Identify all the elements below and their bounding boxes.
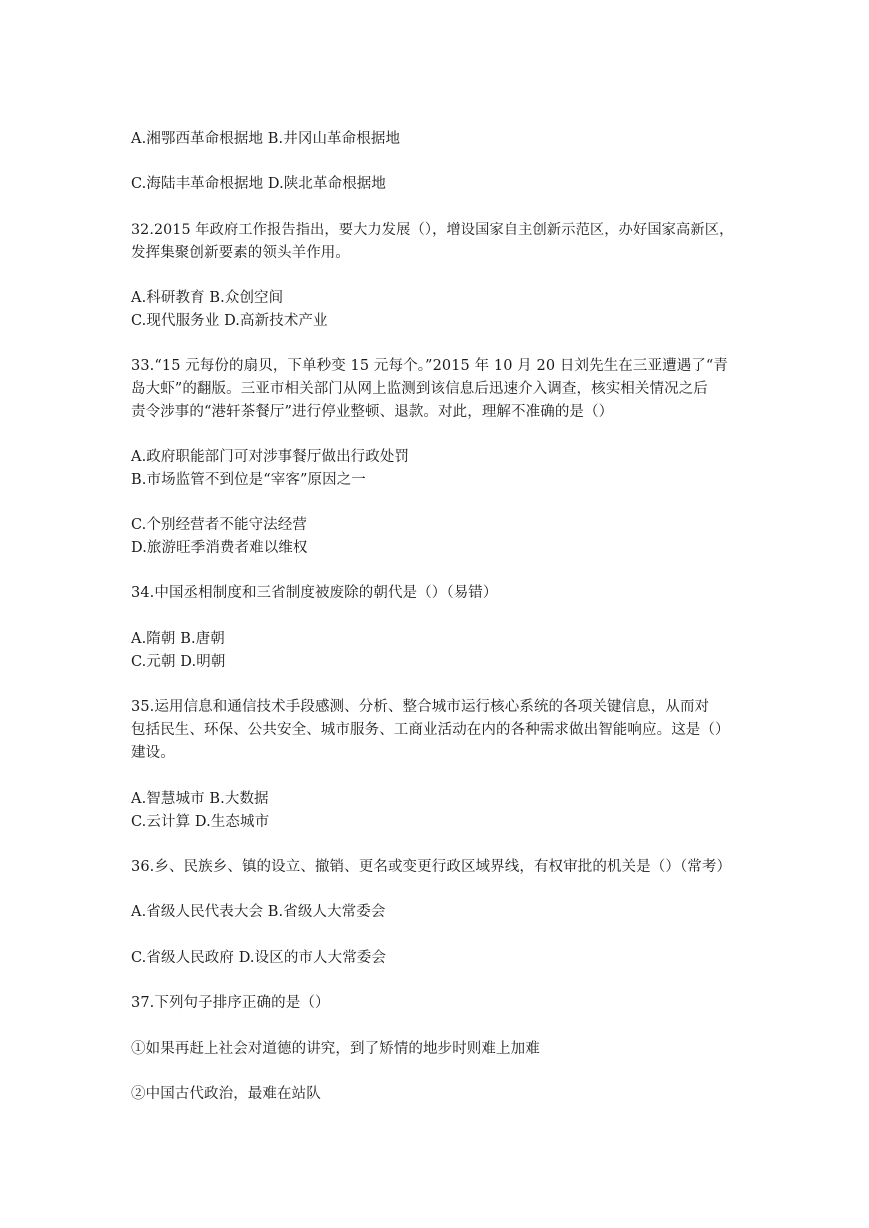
q33-stem-line-1: 33.“15 元每份的扇贝，下单秒变 15 元每个。”2015 年 10 月 20 日刘先生在三亚遭遇了“青 [131, 358, 729, 374]
q32-options-ab: A.科研教育 B.众创空间 [131, 290, 284, 306]
q35-stem-line-3: 建设。 [131, 745, 175, 761]
q34-stem: 34.中国丞相制度和三省制度被废除的朝代是（）（易错） [131, 585, 498, 601]
q33-stem-line-2: 岛大虾”的翻版。三亚市相关部门从网上监测到该信息后迅速介入调查，核实相关情况之后 [131, 381, 708, 397]
q35-options-cd: C.云计算 D.生态城市 [131, 814, 270, 830]
q33-stem-line-3: 责令涉事的“港轩茶餐厅”进行停业整顿、退款。对此，理解不准确的是（） [131, 404, 614, 420]
q33-option-a: A.政府职能部门可对涉事餐厅做出行政处罚 [131, 449, 410, 465]
q32-options-cd: C.现代服务业 D.高新技术产业 [131, 313, 328, 329]
q34-options-ab: A.隋朝 B.唐朝 [131, 631, 225, 647]
q31-options-ab: A.湘鄂西革命根据地 B.井冈山革命根据地 [131, 131, 401, 147]
q35-stem-line-2: 包括民生、环保、公共安全、城市服务、工商业活动在内的各种需求做出智能响应。这是（） [131, 722, 730, 738]
q37-sentence-1: ①如果再赶上社会对道德的讲究，到了矫情的地步时则难上加难 [131, 1041, 540, 1057]
q36-options-cd: C.省级人民政府 D.设区的市人大常委会 [131, 950, 387, 966]
q37-sentence-2: ②中国古代政治，最难在站队 [131, 1086, 321, 1102]
q35-stem-line-1: 35.运用信息和通信技术手段感测、分析、整合城市运行核心系统的各项关键信息，从而对 [131, 699, 710, 715]
q31-options-cd: C.海陆丰革命根据地 D.陕北革命根据地 [131, 176, 387, 192]
q33-option-d: D.旅游旺季消费者难以维权 [131, 540, 308, 556]
q32-stem-line-1: 32.2015 年政府工作报告指出，要大力发展（），增设国家自主创新示范区，办好国家高新区， [131, 222, 734, 238]
q37-stem: 37.下列句子排序正确的是（） [131, 995, 330, 1011]
q33-option-b: B.市场监管不到位是“宰客”原因之一 [131, 472, 366, 488]
q36-stem: 36.乡、民族乡、镇的设立、撤销、更名或变更行政区域界线，有权审批的机关是（）（常考） [131, 859, 732, 875]
q32-stem-line-2: 发挥集聚创新要素的领头羊作用。 [131, 245, 350, 261]
q35-options-ab: A.智慧城市 B.大数据 [131, 791, 269, 807]
q36-options-ab: A.省级人民代表大会 B.省级人大常委会 [131, 904, 386, 920]
q33-option-c: C.个别经营者不能守法经营 [131, 517, 307, 533]
q34-options-cd: C.元朝 D.明朝 [131, 654, 226, 670]
